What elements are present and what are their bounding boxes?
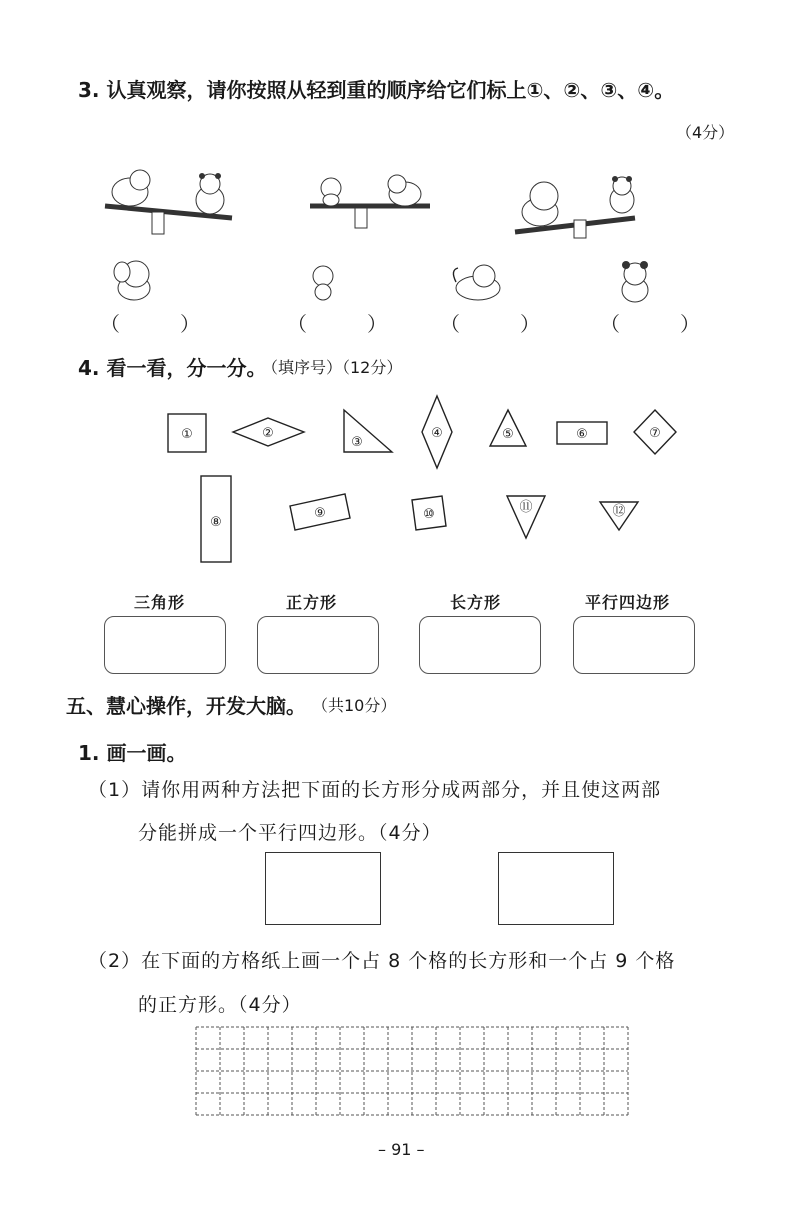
shape-5-label: ⑤ [502, 427, 514, 442]
answer-blank-elephant[interactable]: （ ） [100, 312, 200, 336]
section5-title: 五、慧心操作，开发大脑。 [66, 694, 306, 718]
shape-7-label: ⑦ [649, 426, 661, 441]
shape-12-label: ⑫ [612, 504, 626, 519]
shape-1-label: ① [181, 427, 193, 442]
grid-paper[interactable] [196, 1027, 628, 1117]
section5-q1-title: 1. 画一画。 [78, 741, 187, 765]
cut-rectangle-2[interactable] [498, 852, 614, 925]
shape-6-label: ⑥ [576, 427, 588, 442]
answer-blank-tiger[interactable]: （ ） [440, 312, 540, 336]
section5-score: （共10分） [312, 696, 397, 715]
q4-note: （填序号）（12分） [262, 358, 403, 377]
shapes-figure [0, 0, 800, 600]
shape-9-label: ⑨ [314, 506, 326, 521]
part2-line2: 的正方形。（4分） [138, 994, 302, 1016]
shape-3-label: ③ [351, 435, 363, 450]
part1-line2: 分能拼成一个平行四边形。（4分） [138, 822, 442, 844]
shape-8-label: ⑧ [210, 515, 222, 530]
q4-title: 4. 看一看，分一分。 [78, 356, 267, 380]
q3-title: 3. 认真观察，请你按照从轻到重的顺序给它们标上①、②、③、④。 [78, 78, 675, 102]
shape-10-label: ⑩ [423, 507, 435, 522]
category-label-rectangle: 长方形 [450, 593, 502, 612]
part1-line1: （1）请你用两种方法把下面的长方形分成两部分，并且使这两部 [88, 779, 662, 801]
category-label-parallelogram: 平行四边形 [585, 593, 671, 612]
answer-box-rectangle[interactable] [419, 616, 541, 674]
page-number: – 91 – [378, 1140, 425, 1159]
answer-box-square[interactable] [257, 616, 379, 674]
answer-blank-panda[interactable]: （ ） [600, 312, 700, 336]
part2-line1: （2）在下面的方格纸上画一个占 8 个格的长方形和一个占 9 个格 [88, 950, 676, 972]
answer-box-triangle[interactable] [104, 616, 226, 674]
shape-2-label: ② [262, 426, 274, 441]
shape-4-label: ④ [431, 426, 443, 441]
answer-blank-monkey[interactable]: （ ） [287, 312, 387, 336]
category-label-square: 正方形 [286, 593, 338, 612]
cut-rectangle-1[interactable] [265, 852, 381, 925]
q3-score: （4分） [676, 123, 735, 142]
answer-box-parallelogram[interactable] [573, 616, 695, 674]
shape-11-label: ⑪ [519, 500, 533, 515]
category-label-triangle: 三角形 [134, 593, 186, 612]
